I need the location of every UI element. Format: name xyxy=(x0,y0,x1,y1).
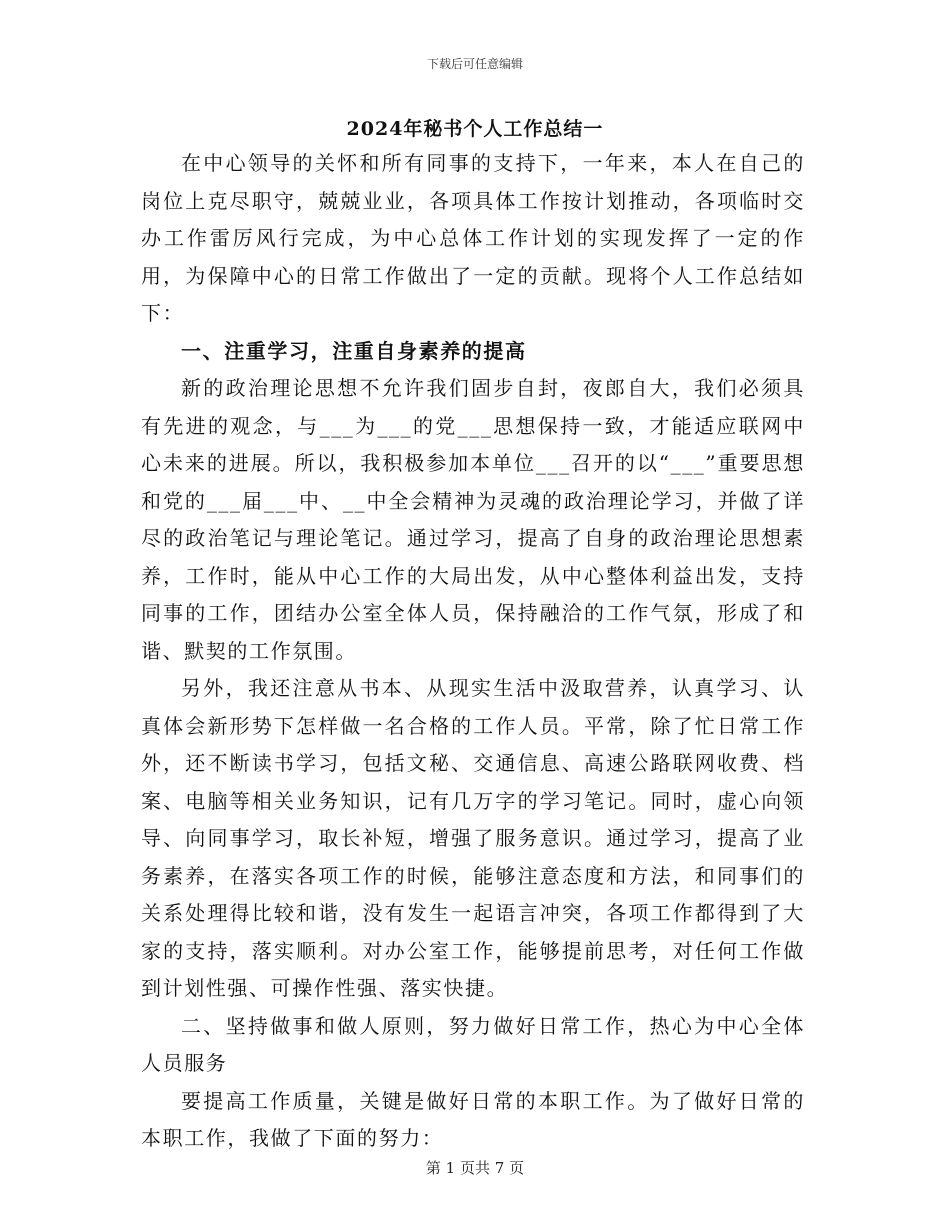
section-heading-1: 一、注重学习，注重自身素养的提高 xyxy=(181,338,527,363)
section-heading-2: 二、坚持做事和做人原则，努力做好日常工作，热心为中心全体人员服务 xyxy=(141,1013,805,1075)
header-note: 下载后可任意编辑 xyxy=(426,57,523,71)
document-title: 2024年秘书个人工作总结一 xyxy=(346,118,604,140)
document-body xyxy=(141,145,805,1158)
intro-paragraph: 在中心领导的关怀和所有同事的支持下，一年来，本人在自己的岗位上克尽职守，兢兢业业，各项具体工作按计划推动，各项临时交办工作雷厉风行完成，为中心总体工作计划的实现发挥了一定的作用，为保障中心的日常工作做出了一定的贡献。现将个人工作总结如下： xyxy=(141,151,805,325)
body-paragraph: 另外，我还注意从书本、从现实生活中汲取营养，认真学习、认真体会新形势下怎样做一名合格的工作人员。平常，除了忙日常工作外，还不断读书学习，包括文秘、交通信息、高速公路联网收费、档案、电脑等相关业务知识，记有几万字的学习笔记。同时，虚心向领导、向同事学习，取长补短，增强了服务意识。通过学习，提高了业务素养，在落实各项工作的时候，能够注意态度和方法，和同事们的关系处理得比较和谐，没有发生一起语言冲突，各项工作都得到了大家的支持，落实顺利。对办公室工作，能够提前思考，对任何工作做到计划性强、可操作性强、落实快捷。 xyxy=(141,676,805,1000)
body-paragraph: 新的政治理论思想不允许我们固步自封，夜郎自大，我们必须具有先进的观念，与___为___的党___思想保持一致，才能适应联网中心未来的进展。所以，我积极参加本单位___召开的以“___”重要思想和党的___届___中、__中全会精神为灵魂的政治理论学习，并做了详尽的政治笔记与理论笔记。通过学习，提高了自身的政治理论思想素养，工作时，能从中心工作的大局出发，从中心整体利益出发，支持同事的工作，团结办公室全体人员，保持融洽的工作气氛，形成了和谐、默契的工作氛围。 xyxy=(141,376,805,663)
body-paragraph: 要提高工作质量，关键是做好日常的本职工作。为了做好日常的本职工作，我做了下面的努力： xyxy=(141,1088,805,1150)
page-footer: 第 1 页共 7 页 xyxy=(425,1159,525,1177)
